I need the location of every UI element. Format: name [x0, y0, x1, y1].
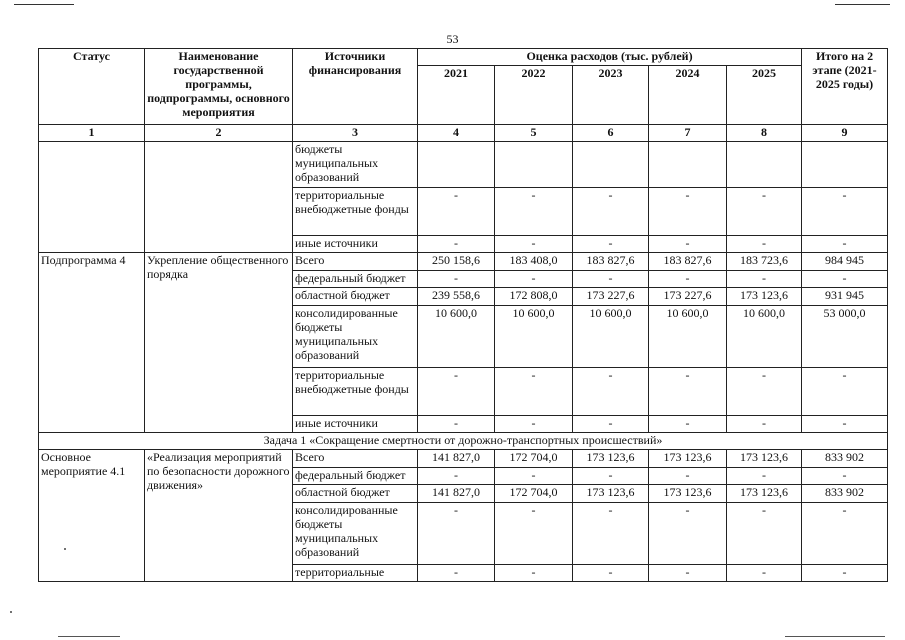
value-cell: 10 600,0 — [418, 306, 495, 368]
value-cell: - — [495, 236, 573, 253]
header-year: 2023 — [573, 66, 649, 125]
value-cell: - — [649, 565, 727, 582]
scan-speck — [10, 611, 12, 613]
value-cell: - — [802, 188, 888, 236]
value-cell: - — [573, 236, 649, 253]
value-cell: - — [418, 565, 495, 582]
program-name-cell: «Реализация мероприятий по безопасности дорожного движения» — [145, 450, 293, 582]
header-program-name: Наименование государственной программы, подпрограммы, основного мероприятия — [145, 49, 293, 125]
source-cell: Всего — [293, 253, 418, 271]
value-cell — [573, 142, 649, 188]
value-cell: 183 827,6 — [573, 253, 649, 271]
value-cell: 53 000,0 — [802, 306, 888, 368]
value-cell: - — [649, 368, 727, 416]
value-cell: 141 827,0 — [418, 485, 495, 503]
value-cell: 173 227,6 — [573, 288, 649, 306]
top-rule-right — [835, 4, 890, 5]
header-year: 2021 — [418, 66, 495, 125]
value-cell: 10 600,0 — [495, 306, 573, 368]
value-cell: 10 600,0 — [727, 306, 802, 368]
value-cell: - — [573, 416, 649, 433]
value-cell: - — [649, 468, 727, 485]
value-cell — [495, 142, 573, 188]
header-status: Статус — [39, 49, 145, 125]
value-cell: - — [727, 368, 802, 416]
value-cell: - — [573, 468, 649, 485]
table-row — [39, 433, 888, 450]
bottom-rule-left — [58, 636, 120, 637]
value-cell: - — [727, 565, 802, 582]
value-cell: - — [727, 188, 802, 236]
value-cell: - — [802, 271, 888, 288]
value-cell: 173 123,6 — [573, 450, 649, 468]
column-number: 4 — [418, 125, 495, 142]
value-cell: 833 902 — [802, 485, 888, 503]
source-cell: консолидированные бюджеты муниципальных образований — [293, 503, 418, 565]
value-cell — [418, 142, 495, 188]
value-cell: - — [649, 503, 727, 565]
column-number: 8 — [727, 125, 802, 142]
column-number: 6 — [573, 125, 649, 142]
value-cell: - — [418, 503, 495, 565]
header-year: 2025 — [727, 66, 802, 125]
value-cell: 10 600,0 — [649, 306, 727, 368]
value-cell: - — [573, 503, 649, 565]
column-number: 5 — [495, 125, 573, 142]
value-cell: - — [495, 188, 573, 236]
header-funding-sources: Источники финансирования — [293, 49, 418, 125]
value-cell: - — [418, 271, 495, 288]
status-cell: Основное мероприятие 4.1 — [39, 450, 145, 582]
value-cell: - — [418, 368, 495, 416]
column-number: 1 — [39, 125, 145, 142]
source-cell: Всего — [293, 450, 418, 468]
value-cell: 173 123,6 — [727, 288, 802, 306]
value-cell: - — [649, 188, 727, 236]
value-cell: - — [495, 565, 573, 582]
source-cell: федеральный бюджет — [293, 271, 418, 288]
source-cell: иные источники — [293, 236, 418, 253]
value-cell: - — [418, 468, 495, 485]
value-cell: - — [495, 416, 573, 433]
value-cell: - — [649, 416, 727, 433]
source-cell: консолидированные бюджеты муниципальных образований — [293, 306, 418, 368]
value-cell: 250 158,6 — [418, 253, 495, 271]
value-cell: 173 123,6 — [649, 450, 727, 468]
top-rule-left — [14, 4, 74, 5]
header-estimate: Оценка расходов (тыс. рублей) — [418, 49, 802, 66]
value-cell: 172 808,0 — [495, 288, 573, 306]
value-cell: - — [802, 236, 888, 253]
source-cell: территориальные — [293, 565, 418, 582]
value-cell: - — [418, 416, 495, 433]
value-cell — [649, 142, 727, 188]
value-cell: - — [495, 468, 573, 485]
value-cell — [727, 142, 802, 188]
page-number: 53 — [446, 32, 459, 46]
value-cell: - — [573, 565, 649, 582]
status-cell-empty — [39, 142, 145, 253]
header-year: 2024 — [649, 66, 727, 125]
value-cell: - — [727, 271, 802, 288]
value-cell: - — [727, 416, 802, 433]
value-cell: 173 123,6 — [727, 485, 802, 503]
value-cell: - — [418, 188, 495, 236]
value-cell: - — [802, 503, 888, 565]
value-cell: - — [727, 503, 802, 565]
value-cell: 173 227,6 — [649, 288, 727, 306]
value-cell: 833 902 — [802, 450, 888, 468]
table-row — [39, 142, 888, 188]
value-cell — [802, 142, 888, 188]
source-cell: территориальные внебюджетные фонды — [293, 368, 418, 416]
value-cell: - — [649, 271, 727, 288]
task-title: Задача 1 «Сокращение смертности от дорожно-транспортных происшествий» — [39, 433, 888, 450]
header-year: 2022 — [495, 66, 573, 125]
value-cell: 173 123,6 — [573, 485, 649, 503]
source-cell: бюджеты муниципальных образований — [293, 142, 418, 188]
value-cell: - — [802, 368, 888, 416]
budget-table — [38, 48, 888, 582]
column-number: 3 — [293, 125, 418, 142]
value-cell: - — [573, 368, 649, 416]
value-cell: - — [418, 236, 495, 253]
column-number: 2 — [145, 125, 293, 142]
program-name-cell: Укрепление общественного порядка — [145, 253, 293, 433]
value-cell: 10 600,0 — [573, 306, 649, 368]
value-cell: - — [495, 368, 573, 416]
value-cell: 172 704,0 — [495, 485, 573, 503]
value-cell: 173 123,6 — [727, 450, 802, 468]
name-cell-empty — [145, 142, 293, 253]
source-cell: иные источники — [293, 416, 418, 433]
column-number: 7 — [649, 125, 727, 142]
source-cell: федеральный бюджет — [293, 468, 418, 485]
value-cell: 173 123,6 — [649, 485, 727, 503]
column-number: 9 — [802, 125, 888, 142]
value-cell: - — [727, 236, 802, 253]
bottom-rule-right — [785, 636, 885, 637]
value-cell: - — [802, 468, 888, 485]
value-cell: - — [802, 565, 888, 582]
value-cell: - — [649, 236, 727, 253]
status-cell: Подпрограмма 4 — [39, 253, 145, 433]
value-cell: 141 827,0 — [418, 450, 495, 468]
value-cell: 183 827,6 — [649, 253, 727, 271]
value-cell: - — [727, 468, 802, 485]
value-cell: - — [495, 503, 573, 565]
source-cell: областной бюджет — [293, 288, 418, 306]
value-cell: - — [802, 416, 888, 433]
source-cell: областной бюджет — [293, 485, 418, 503]
value-cell: - — [573, 188, 649, 236]
value-cell: - — [573, 271, 649, 288]
value-cell: 239 558,6 — [418, 288, 495, 306]
scan-speck — [64, 548, 66, 550]
value-cell: 984 945 — [802, 253, 888, 271]
value-cell: - — [495, 271, 573, 288]
table-row — [39, 253, 888, 271]
header-total: Итого на 2 этапе (2021-2025 годы) — [802, 49, 888, 125]
value-cell: 183 408,0 — [495, 253, 573, 271]
source-cell: территориальные внебюджетные фонды — [293, 188, 418, 236]
table-row — [39, 450, 888, 468]
value-cell: 183 723,6 — [727, 253, 802, 271]
value-cell: 931 945 — [802, 288, 888, 306]
value-cell: 172 704,0 — [495, 450, 573, 468]
